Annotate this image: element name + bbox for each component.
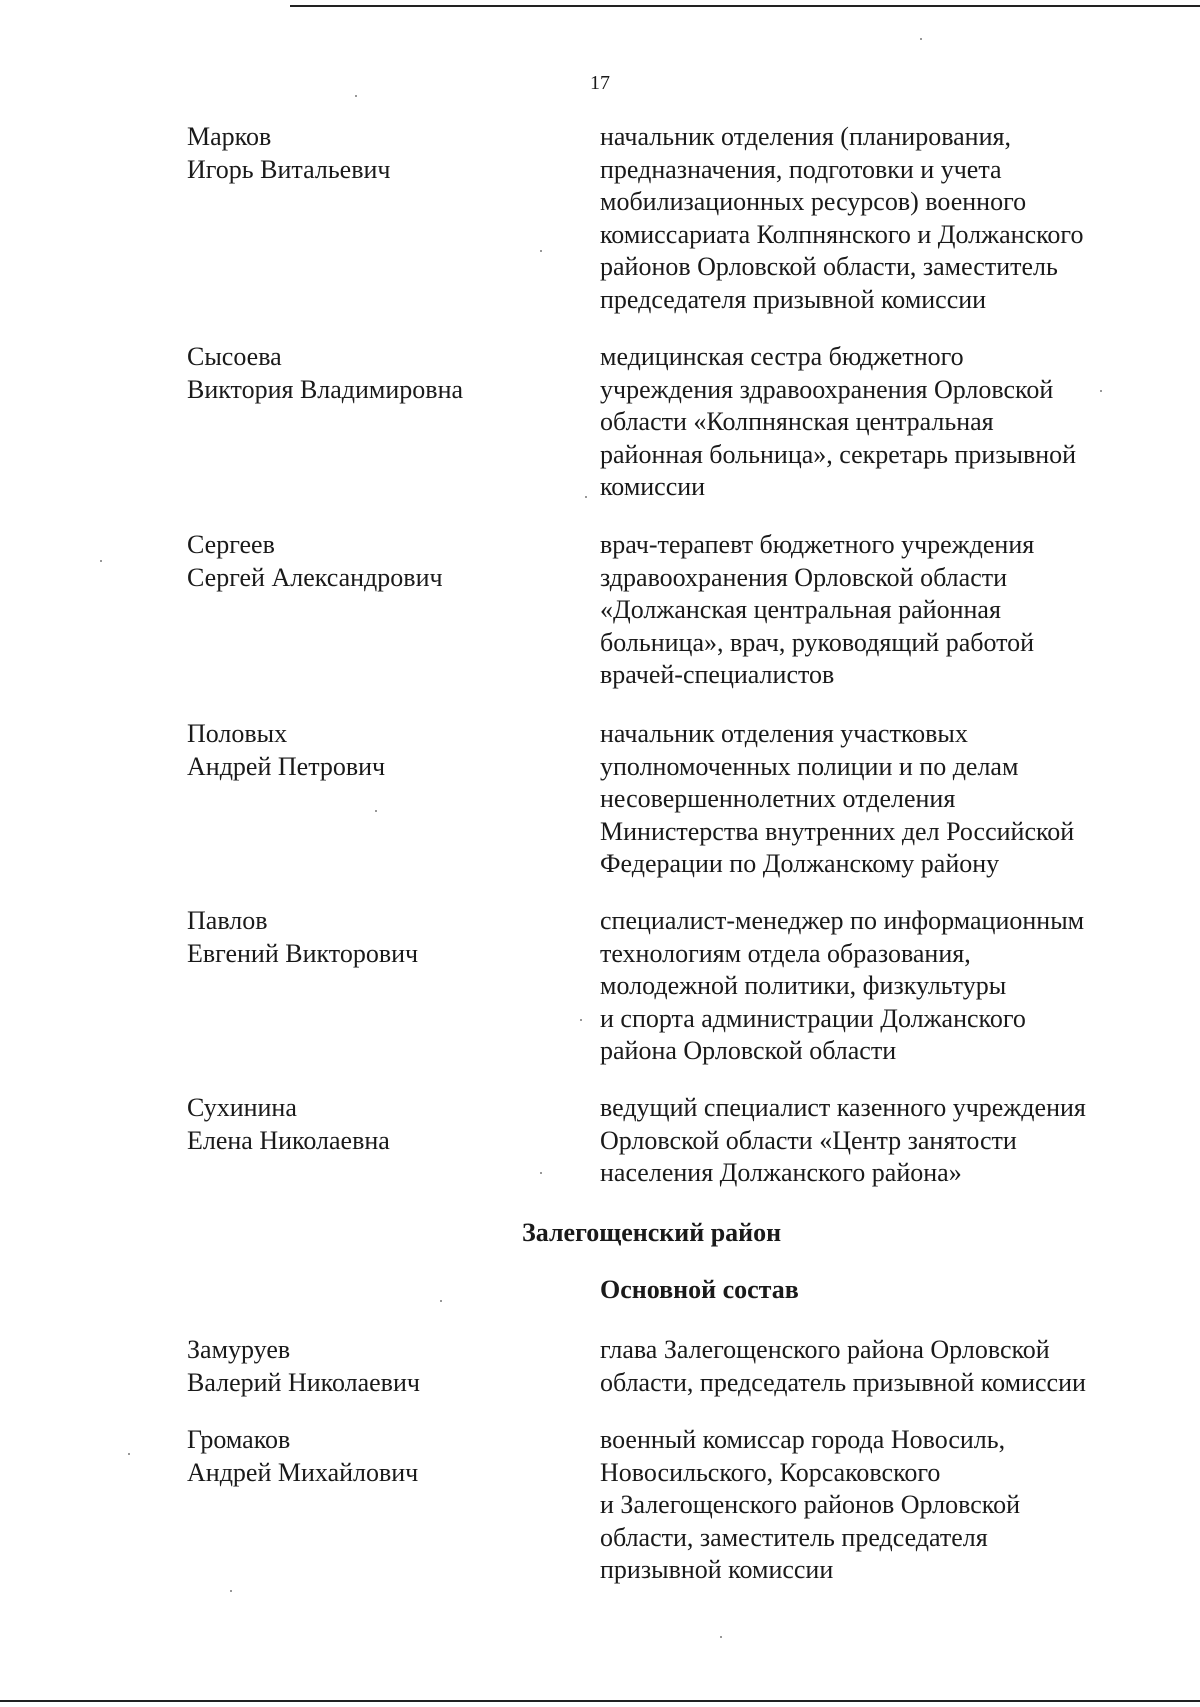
role-line: учреждения здравоохранения Орловской [600,374,1054,404]
role-line: ведущий специалист казенного учреждения [600,1093,1086,1122]
scan-speck [720,1636,722,1638]
role-line: и Залегощенского районов Орловской [600,1490,1021,1519]
role-line: области, заместитель председателя [600,1522,988,1552]
member-name [187,1424,567,1489]
role-line: и спорта администрации Должанского [600,1003,1026,1033]
member-surname: Марков [187,122,272,151]
member-surname: Сергеев [187,530,275,559]
member-surname: Половых [187,719,288,748]
member-name [187,1334,567,1399]
role-line: районная больница», секретарь призывной [600,439,1077,469]
member-given-names: Сергей Александрович [187,562,443,592]
member-role [600,341,1180,504]
role-line: области, председатель призывной комиссии [600,1367,1086,1397]
scan-speck [580,1019,582,1021]
member-given-names: Валерий Николаевич [187,1367,420,1397]
role-line: специалист-менеджер по информационным [600,906,1085,935]
section-heading: Залегощенский район [522,1218,782,1247]
role-line: предназначения, подготовки и учета [600,154,1002,184]
member-role [600,1334,1180,1399]
role-line: врачей-специалистов [600,660,835,689]
top-rule [290,5,1200,7]
subsection-heading: Основной состав [600,1275,799,1304]
role-line: комиссариата Колпнянского и Должанского [600,219,1084,249]
page-number: 17 [590,72,610,94]
member-given-names: Игорь Витальевич [187,154,391,184]
scan-speck [230,1590,232,1592]
bottom-rule [0,1700,1200,1702]
member-role [600,905,1180,1068]
member-surname: Павлов [187,906,268,935]
scan-speck [128,1453,130,1455]
role-line: области «Колпнянская центральная [600,407,994,436]
member-name [187,718,567,783]
member-given-names: Елена Николаевна [187,1125,390,1155]
scan-speck [375,810,377,812]
member-role [600,121,1180,316]
member-name [187,1092,567,1157]
role-line: Министерства внутренних дел Российской [600,816,1075,846]
role-line: молодежной политики, физкультуры [600,971,1007,1000]
role-line: больница», врач, руководящий работой [600,627,1035,657]
member-name [187,121,567,186]
member-name [187,529,567,594]
scan-speck [920,38,922,40]
role-line: несовершеннолетних отделения [600,784,956,813]
role-line: председателя призывной комиссии [600,284,987,314]
role-line: Федерации по Должанскому району [600,849,1000,878]
scan-speck [355,95,357,97]
member-surname: Громаков [187,1425,291,1454]
scan-speck [585,496,587,498]
role-line: начальник отделения (планирования, [600,122,1011,151]
role-line: мобилизационных ресурсов) военного [600,187,1027,216]
role-line: призывной комиссии [600,1555,834,1584]
member-role [600,1424,1180,1587]
role-line: уполномоченных полиции и по делам [600,751,1019,781]
member-given-names: Виктория Владимировна [187,374,464,404]
role-line: медицинская сестра бюджетного [600,342,964,371]
role-line: врач-терапевт бюджетного учреждения [600,530,1035,559]
role-line: населения Должанского района» [600,1158,962,1187]
role-line: комиссии [600,472,706,501]
scan-speck [540,1172,542,1174]
member-surname: Сысоева [187,342,282,371]
member-role [600,529,1180,692]
member-name [187,905,567,970]
member-role [600,1092,1180,1190]
member-role [600,718,1180,881]
scan-speck [440,1300,442,1302]
member-given-names: Андрей Петрович [187,751,386,781]
scan-speck [1100,390,1102,392]
role-line: Орловской области «Центр занятости [600,1125,1017,1155]
scan-speck [540,250,542,252]
role-line: технологиям отдела образования, [600,938,971,968]
role-line: районов Орловской области, заместитель [600,252,1058,281]
role-line: «Должанская центральная районная [600,595,1001,624]
member-surname: Замуруев [187,1335,291,1364]
member-name [187,341,567,406]
role-line: района Орловской области [600,1036,897,1065]
member-surname: Сухинина [187,1093,297,1122]
scan-speck [100,560,102,562]
member-given-names: Евгений Викторович [187,938,419,968]
role-line: здравоохранения Орловской области [600,562,1008,592]
member-given-names: Андрей Михайлович [187,1457,419,1487]
role-line: военный комиссар города Новосиль, [600,1425,1006,1454]
role-line: глава Залегощенского района Орловской [600,1335,1050,1364]
role-line: начальник отделения участковых [600,719,968,748]
role-line: Новосильского, Корсаковского [600,1457,941,1487]
